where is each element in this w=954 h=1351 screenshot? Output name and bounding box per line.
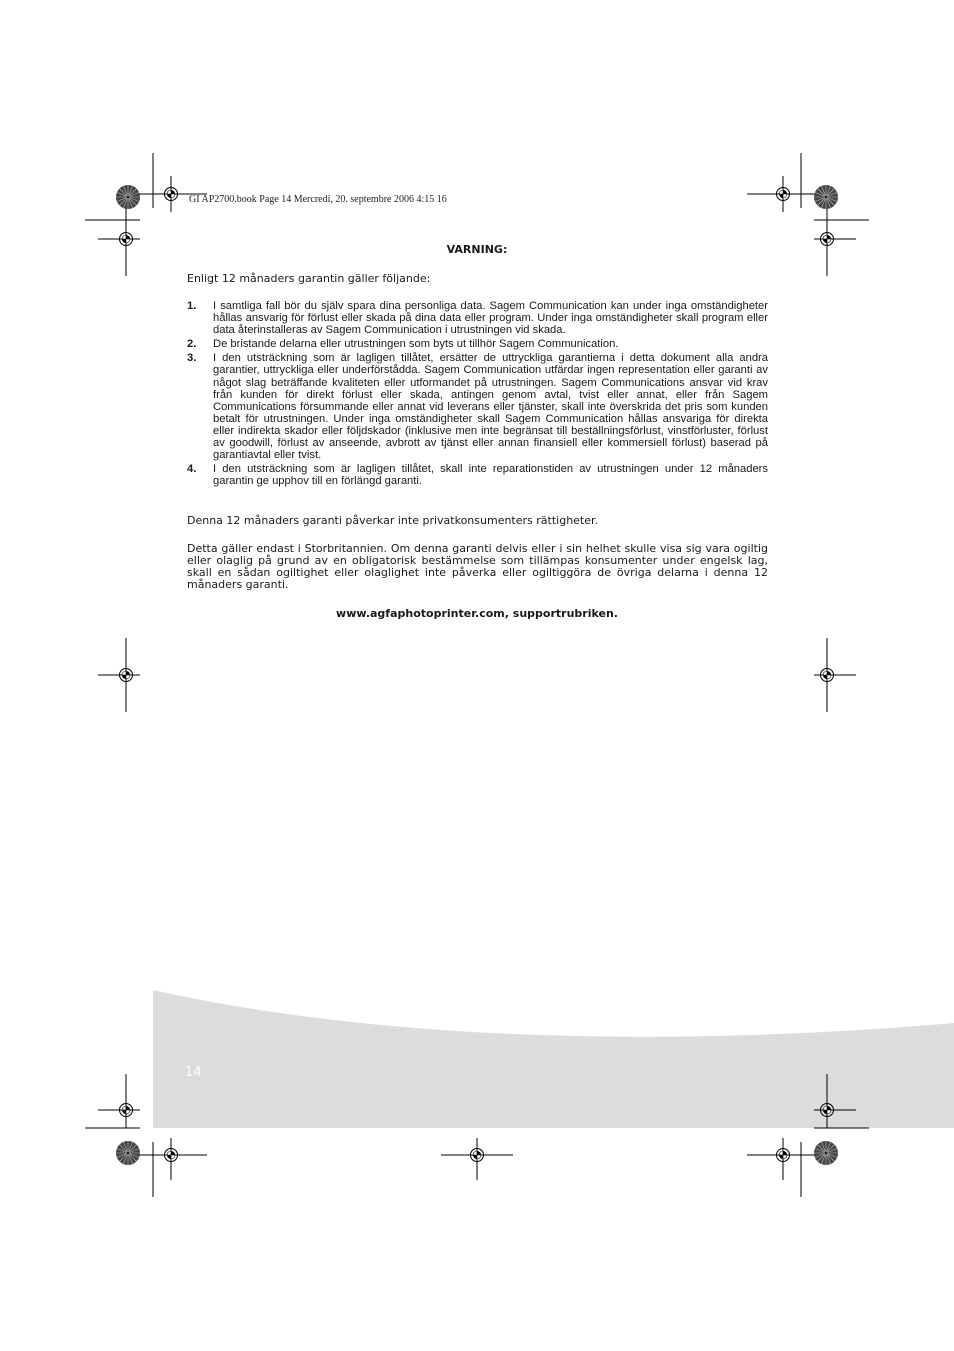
list-item — [187, 338, 768, 350]
list-text: I samtliga fall bör du själv spara dina personliga data. Sagem Communication kan under inga omständigheter hållas ansvarig för förlust eller skada på dina data eller program. Under inga omständigheter skall program eller data återinstalleras av Sagem Communication i utrustningen vid skada. — [213, 300, 768, 337]
list-number: 2. — [187, 338, 197, 351]
consumer-rights-paragraph: Denna 12 månaders garanti påverkar inte privatkonsumenters rättigheter. — [187, 514, 599, 527]
uk-paragraph: Detta gäller endast i Storbritannien. Om denna garanti delvis eller i sin helhet skulle visa sig vara ogiltig eller olaglig på grund av en obligatorisk bestämmelse som tillämpas konsumenter under engelsk lag, skall en sådan ogiltighet eller olaglighet inte påverka eller ogiltiggöra de övriga delarna i denna 12 månaders garanti. — [187, 542, 768, 592]
list-item — [187, 463, 768, 487]
warranty-list — [187, 300, 768, 489]
list-number: 4. — [187, 463, 197, 476]
print-header-line: GI AP2700.book Page 14 Mercredi, 20. septembre 2006 4:15 16 — [189, 194, 447, 205]
list-item — [187, 352, 768, 461]
list-text: De bristande delarna eller utrustningen som byts ut tillhör Sagem Communication. — [213, 338, 619, 351]
list-item — [187, 300, 768, 336]
intro-text: Enligt 12 månaders garantin gäller följande: — [187, 272, 431, 285]
list-text: I den utsträckning som är lagligen tillåtet, ersätter de uttryckliga garantierna i detta dokument alla andra garantier, uttryckliga eller underförstådda. Sagem Communication utfärdar ingen representation eller garanti av något slag beträffande kvaliteten eller utformandet på utrustningen. Sagem Communications ansvar vid krav från kunden för direkt förlust eller skada, antingen genom avtal, tvist eller annat, eller från Sagem Communications försummande eller annat vid leverans eller tjänster, skall inte överskrida det pris som kunden betalt för utrustningen. Under inga omständigheter skall Sagem Communication hållas ansvariga för direkta eller indirekta skador eller följdskador (inklusive men inte begränsat till beställningsförlust, vinstförluster, förlust av goodwill, förlust av anseende, avbrott av tjänst eller annan finansiell eller kommersiell förlust) baserad på garantiavtal eller tvist. — [213, 352, 768, 462]
page-number: 14 — [185, 1065, 202, 1080]
list-text: I den utsträckning som är lagligen tillåtet, skall inte reparationstiden av utrustningen under 12 månaders garantin ge upphov till en förlängd garanti. — [213, 463, 768, 488]
support-link[interactable]: www.agfaphotoprinter.com, supportrubriken. — [336, 607, 618, 620]
page-title: VARNING: — [446, 243, 508, 256]
list-number: 1. — [187, 300, 197, 312]
list-number: 3. — [187, 352, 197, 365]
footer-band — [153, 990, 954, 1128]
